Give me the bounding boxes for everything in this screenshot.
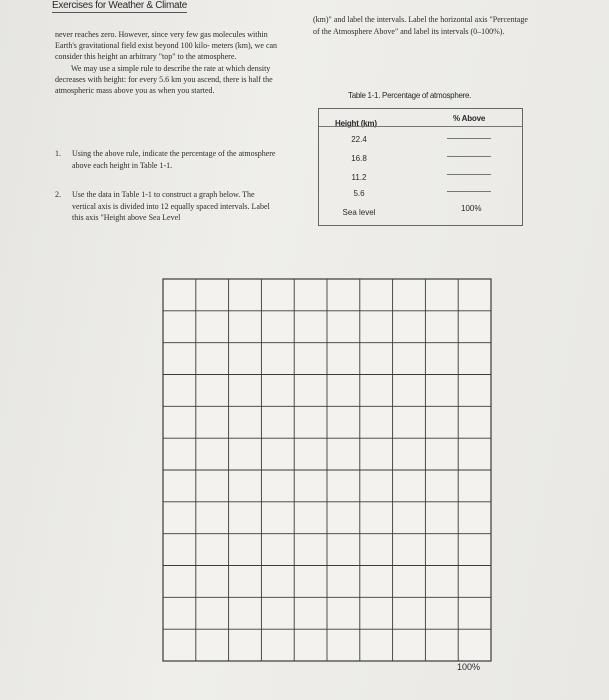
continued-paragraph: (km)" and label the intervals. Label the horizontal axis "Percentage of the Atmosphere Above" and label its intervals (0–100%). xyxy=(313,15,528,36)
question-2 xyxy=(55,189,285,229)
table-row-percent: 100% xyxy=(461,204,482,213)
question-number: 1. xyxy=(55,149,61,158)
intro-paragraph-1: never reaches zero. However, since very few gas molecules within Earth's gravitational field exist beyond 100 kilo- meters (km), we can consider this height an arbitrary "top" to the atmosphere. xyxy=(55,30,278,62)
axis-end-label: 100% xyxy=(457,662,481,672)
height-column-header: Height (km) xyxy=(335,119,377,128)
table-row-height: 5.6 xyxy=(353,189,365,198)
percent-column-header: % Above xyxy=(453,114,486,123)
table-row-height: 11.2 xyxy=(351,173,367,182)
table-caption: Table 1-1. Percentage of atmosphere. xyxy=(348,91,472,100)
answer-blank[interactable] xyxy=(447,156,491,157)
table-row-height: 16.8 xyxy=(351,154,367,163)
page-header: Exercises for Weather & Climate xyxy=(52,0,188,11)
answer-blank[interactable] xyxy=(447,191,491,192)
question-1 xyxy=(55,148,285,178)
table-divider xyxy=(319,126,522,127)
question-text: Use the data in Table 1-1 to construct a graph below. The vertical axis is divided into 12 equally spaced intervals. Label this axis "Height above Sea Level xyxy=(72,190,270,222)
answer-blank[interactable] xyxy=(447,138,491,139)
table-row-height: Sea level xyxy=(342,208,376,217)
table-row-height: 22.4 xyxy=(351,135,367,144)
left-column xyxy=(55,29,285,96)
question-text: Using the above rule, indicate the percentage of the atmosphere above each height in Table 1-1. xyxy=(72,149,276,170)
graph-grid[interactable] xyxy=(162,278,492,662)
question-number: 2. xyxy=(55,190,61,199)
right-column xyxy=(313,14,533,37)
intro-paragraph-2: We may use a simple rule to describe the rate at which density decreases with height: for every 5.6 km you ascend, there is half the atmospheric mass above you as when you started. xyxy=(55,63,273,96)
answer-blank[interactable] xyxy=(447,174,491,175)
data-table xyxy=(318,108,523,226)
